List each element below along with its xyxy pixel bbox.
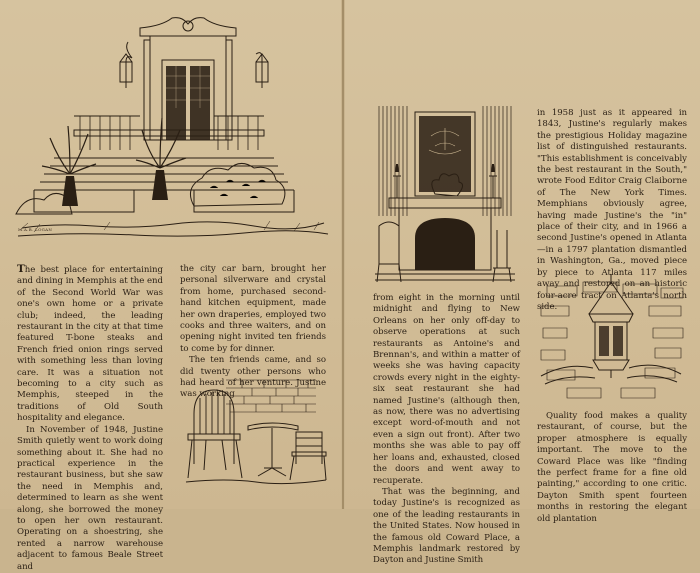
paragraph: in 1958 just as it appeared in 1843, Justine's regularly makes the prestigious Holiday magazine list of distinguished restaurants. "This establishment is conceivably the best restaurant in the South," wrote Food Editor Craig Claiborne of The New York Times. Memphians obviously agree, having made Justine's the "in" place of their city, and in 1966 a second Justine's opened in Atlanta—in a 1797 plantation dismantled in Washington, Ga., moved piece by piece to Atlanta 117 miles away and restored on an historic four-acre tract on Atlanta's north side. [537, 108, 687, 312]
house-entrance-illustration [14, 18, 332, 240]
page2-right-column-bottom [537, 411, 687, 525]
paragraph: Quality food makes a quality restaurant, of course, but the proper atmosphere is equally important. The move to the Coward Place was like "finding the perfect frame for a fine old painting," according to one critic. Dayton Smith spent fourteen months in restoring the elegant old plantation [537, 411, 687, 524]
hanging-lantern-illustration [537, 272, 687, 404]
page-fold [342, 0, 344, 509]
courtyard-furniture-illustration [186, 374, 326, 484]
page1-left-column [17, 264, 163, 573]
paragraph: In November of 1948, Justine Smith quietly went to work doing something about it. She had no practical experience in the restaurant business, but she saw the need in Memphis and, determined to learn as she went along, she borrowed the money to open her own restaurant. Operating on a shoestring, she rented a narrow warehouse adjacent to famous Beale Street and [17, 424, 163, 572]
fireplace-illustration [375, 106, 515, 286]
paragraph: The ten friends came, and so did twenty other persons who had heard of her venture. Justine was working [180, 355, 326, 400]
paragraph [17, 264, 163, 425]
left-page [0, 0, 341, 572]
paragraph: the city car barn, brought her personal silverware and crystal from home, purchased second-hand kitchen equipment, made her own draperies, employed two cooks and three waiters, and on opening night invited ten friends to come by for dinner. [180, 264, 326, 354]
artist-signature: M.A.B. LOGAN [18, 227, 53, 232]
page2-left-column [373, 293, 520, 567]
drop-cap: T [17, 263, 25, 275]
paragraph: That was the beginning, and today Justine's is recognized as one of the leading restaurants in the United States. Now housed in the famous old Coward Place, a Memphis landmark restored by Dayton and Justine Smith [373, 486, 520, 566]
paragraph-text: he best place for entertaining and dining in Memphis at the end of the Second World War was one's own home or a private club; indeed, the leading restaurant in the city at that time featured T-bone steaks and French fried onion rings served with something less than loving care. It was a situation not becoming to a city such as Memphis, steeped in the traditions of Old South hospitality and elegance. [17, 265, 163, 424]
right-page [345, 0, 700, 566]
paragraph: from eight in the morning until midnight and flying to New Orleans on her only off-day to observe operations at such restaurants as Antoine's and Brennan's, and within a matter of weeks she was having capacity crowds every night in the eighty-six seat restaurant she had named Justine's (although then, as now, there was no advertising except word-of-mouth and not even a sign out front). After two months she was able to pay off her loans and, exhausted, closed the doors and went away to recuperate. [373, 293, 520, 486]
